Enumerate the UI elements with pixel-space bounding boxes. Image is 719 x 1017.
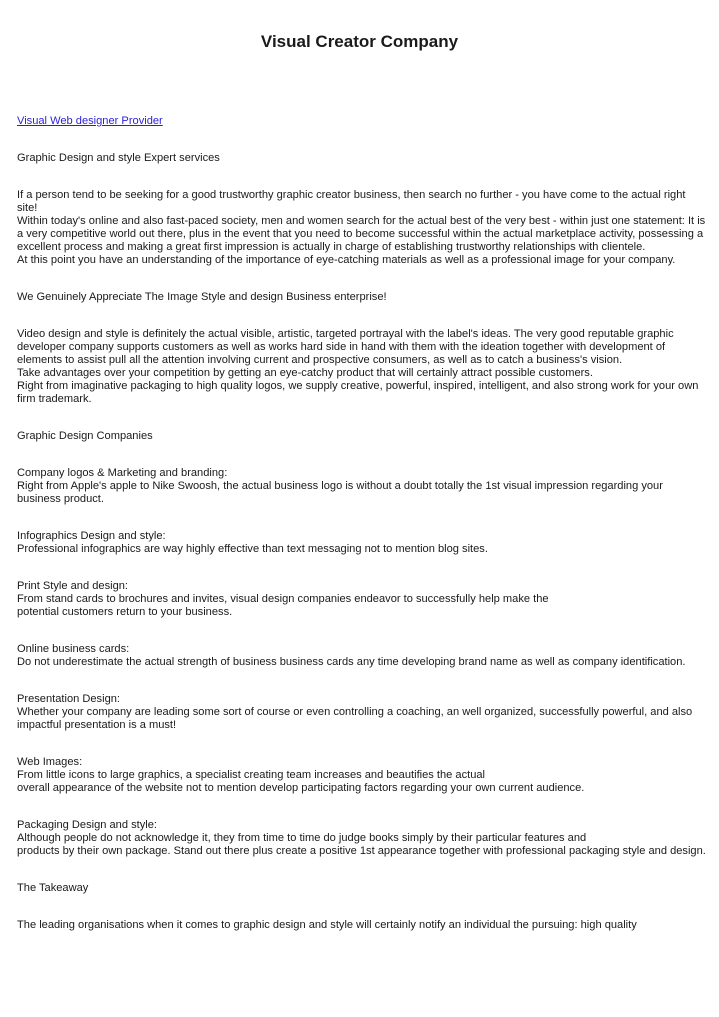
page-title: Visual Creator Company [260, 32, 459, 51]
section-print [17, 580, 707, 619]
section-logos [17, 467, 707, 506]
link-paragraph [17, 102, 707, 128]
section-infographics [17, 530, 707, 556]
intro-paragraph: If a person tend to be seeking for a good trustworthy graphic creator business, then search no further - you have come to the actual right site! Within today's online and also fast-paced society, men and women search for the actual best of the very best - within just one statement: It is a very competitive world out there, plus in the event that you need to become successful within the actual marketplace activity, possessing a excellent process and making a great first impression is actually in charge of establishing trustworthy relationships with clientele. At this point you have an understanding of the importance of eye-catching materials as well as a professional image for your company. [17, 189, 706, 266]
section-title: Online business cards: [17, 643, 130, 655]
section-presentation [17, 693, 707, 732]
section-body: Right from Apple's apple to Nike Swoosh, the actual business logo is without a doubt totally the 1st visual impression regarding your business product. [17, 480, 663, 505]
companies-heading: Graphic Design Companies [17, 430, 153, 442]
section-business-cards [17, 643, 707, 669]
section-title: Company logos & Marketing and branding: [17, 467, 228, 479]
section-body: Although people do not acknowledge it, they from time to time do judge books simply by their particular features and products by their own package. Stand out there plus create a positive 1st appearance together with professional packaging style and design. [17, 832, 706, 857]
appreciate-paragraph: Video design and style is definitely the actual visible, artistic, targeted portrayal with the label's ideas. The very good reputable graphic developer company supports customers as well as works hard side in hand with them with the ideation together with development of elements to assist pull all the attention involving current and prospective consumers, as well as to catch a business's vision. Take advantages over your competition by getting an eye-catchy product that will certainly attract possible customers. Right from imaginative packaging to high quality logos, we supply creative, powerful, inspired, intelligent, and also strong work for your own firm trademark. [17, 328, 699, 405]
section-title: Web Images: [17, 756, 83, 768]
section-body: From stand cards to brochures and invites, visual design companies endeavor to successfully help make the potential customers return to your business. [17, 593, 549, 618]
section-title: Print Style and design: [17, 580, 129, 592]
section-body: Whether your company are leading some sort of course or even controlling a coaching, an well organized, successfully powerful, and also impactful presentation is a must! [17, 706, 693, 731]
takeaway-heading: The Takeaway [17, 882, 89, 894]
appreciate-heading: We Genuinely Appreciate The Image Style and design Business enterprise! [17, 291, 387, 303]
section-web-images [17, 756, 707, 795]
section-title: Presentation Design: [17, 693, 120, 705]
section-body: From little icons to large graphics, a specialist creating team increases and beautifies the actual overall appearance of the website not to mention develop participating factors regarding your own current audience. [17, 769, 585, 794]
visual-web-designer-link[interactable]: Visual Web designer Provider [17, 115, 163, 127]
subtitle: Graphic Design and style Expert services [17, 152, 220, 164]
section-title: Packaging Design and style: [17, 819, 157, 831]
section-packaging [17, 819, 707, 858]
document-body [17, 102, 707, 956]
section-title: Infographics Design and style: [17, 530, 166, 542]
takeaway-paragraph: The leading organisations when it comes to graphic design and style will certainly notify an individual the pursuing: high quality [17, 919, 637, 931]
section-body: Do not underestimate the actual strength of business business cards any time developing brand name as well as company identification. [17, 656, 686, 668]
section-body: Professional infographics are way highly effective than text messaging not to mention blog sites. [17, 543, 488, 555]
